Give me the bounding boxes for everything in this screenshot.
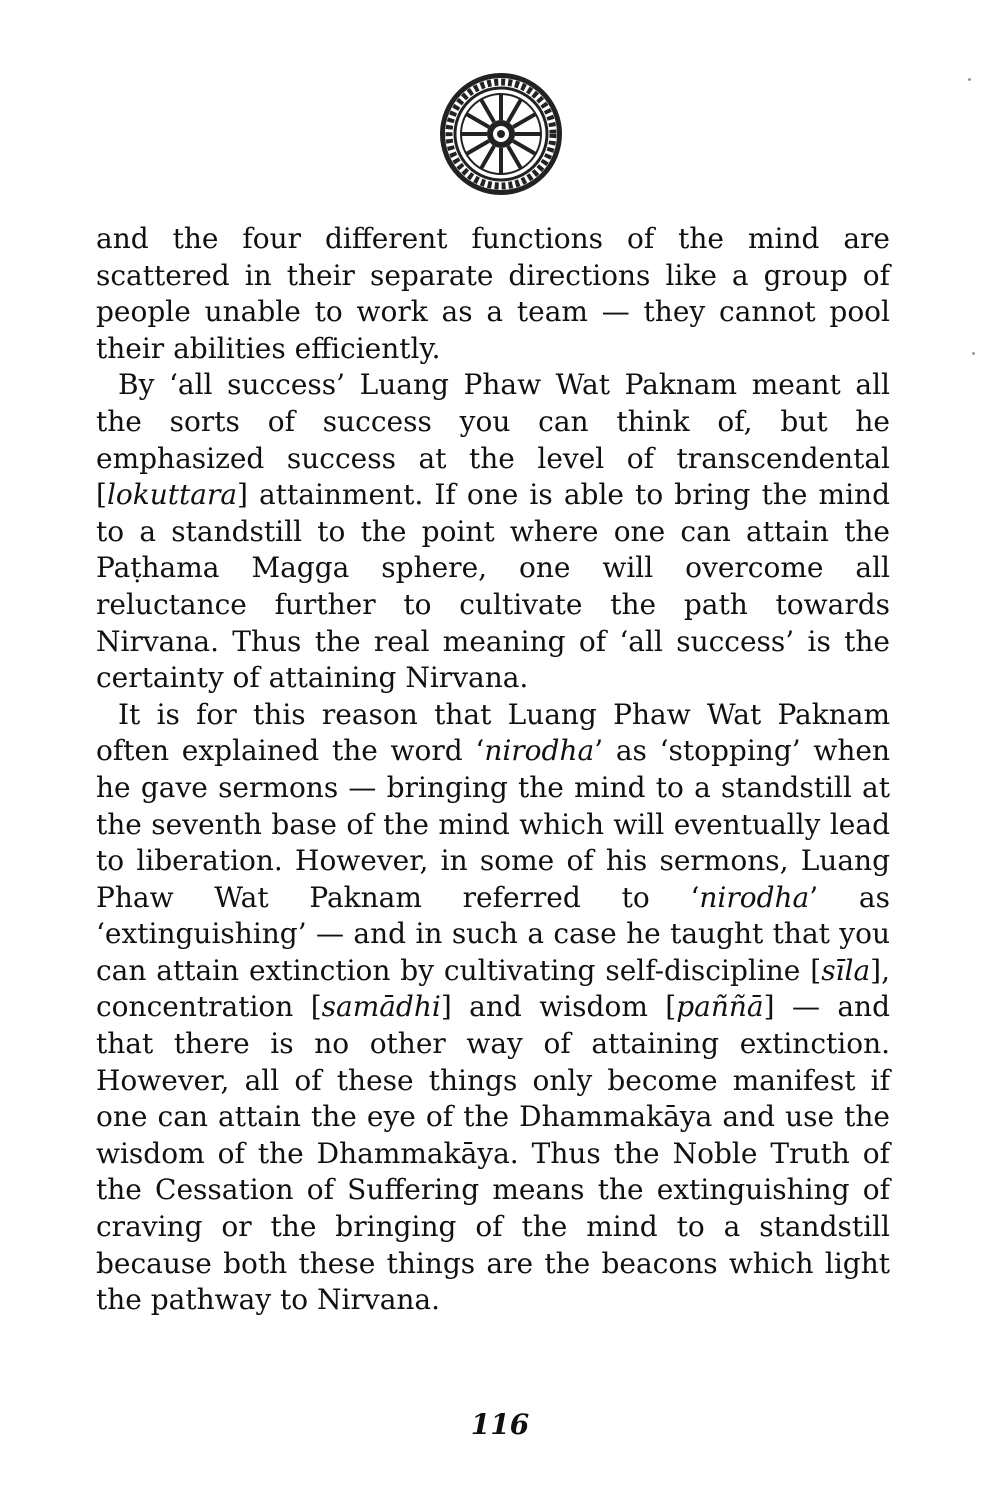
dharma-wheel-icon — [437, 70, 565, 198]
paragraph — [96, 221, 890, 367]
text-run: ], concentration [ — [96, 953, 890, 1024]
italic-term: samādhi — [321, 990, 441, 1024]
paragraph — [96, 367, 890, 696]
italic-term: paññā — [676, 990, 764, 1024]
italic-term: nirodha — [484, 734, 595, 768]
italic-term: lokuttara — [106, 478, 238, 512]
italic-term: sīla — [821, 953, 871, 987]
text-run: ] and wisdom [ — [440, 990, 677, 1024]
text-run: By ‘all success’ Luang Phaw Wat Paknam meant all the sorts of success you can think of, but he emphasized success at the level of transcendental [ — [96, 368, 890, 512]
text-run: ] attainment. If one is able to bring the mind to a standstill to the point where one can attain the Paṭhama Magga sphere, one will overcome all reluctance further to cultivate the path towards Nirvana. Thus the real meaning of ‘all success’ is the certainty of attaining Nirvana. — [96, 478, 890, 695]
italic-term: nirodha — [699, 880, 810, 914]
body-text — [96, 221, 890, 1319]
scan-speck — [968, 78, 971, 81]
page-number: 116 — [470, 1408, 530, 1441]
paragraph — [96, 697, 890, 1319]
text-run: ’ as ‘extinguishing’ — and in such a case he taught that you can attain extinction by cultivating self-discipline [ — [96, 880, 890, 987]
text-run: It is for this reason that Luang Phaw Wat Paknam often explained the word ‘ — [96, 697, 890, 768]
text-run: ] — and that there is no other way of attaining extinction. However, all of these things only become manifest if one can attain the eye of the Dhammakāya and use the wisdom of the Dhammakāya. Thus the Noble Truth of the Cessation of Suffering means the extinguishing of craving or the bringing of the mind to a standstill because both these things are the beacons which light the pathway to Nirvana. — [96, 990, 891, 1317]
text-run: and the four different functions of the mind are scattered in their separate directions like a group of people unable to work as a team — they cannot pool their abilities efficiently. — [96, 222, 890, 365]
text-run: ’ as ‘stopping’ when he gave sermons — bringing the mind to a standstill at the seventh base of the mind which will eventually lead to liberation. However, in some of his sermons, Luang Phaw Wat Paknam referred to ‘ — [96, 734, 891, 914]
scan-speck — [972, 352, 975, 355]
